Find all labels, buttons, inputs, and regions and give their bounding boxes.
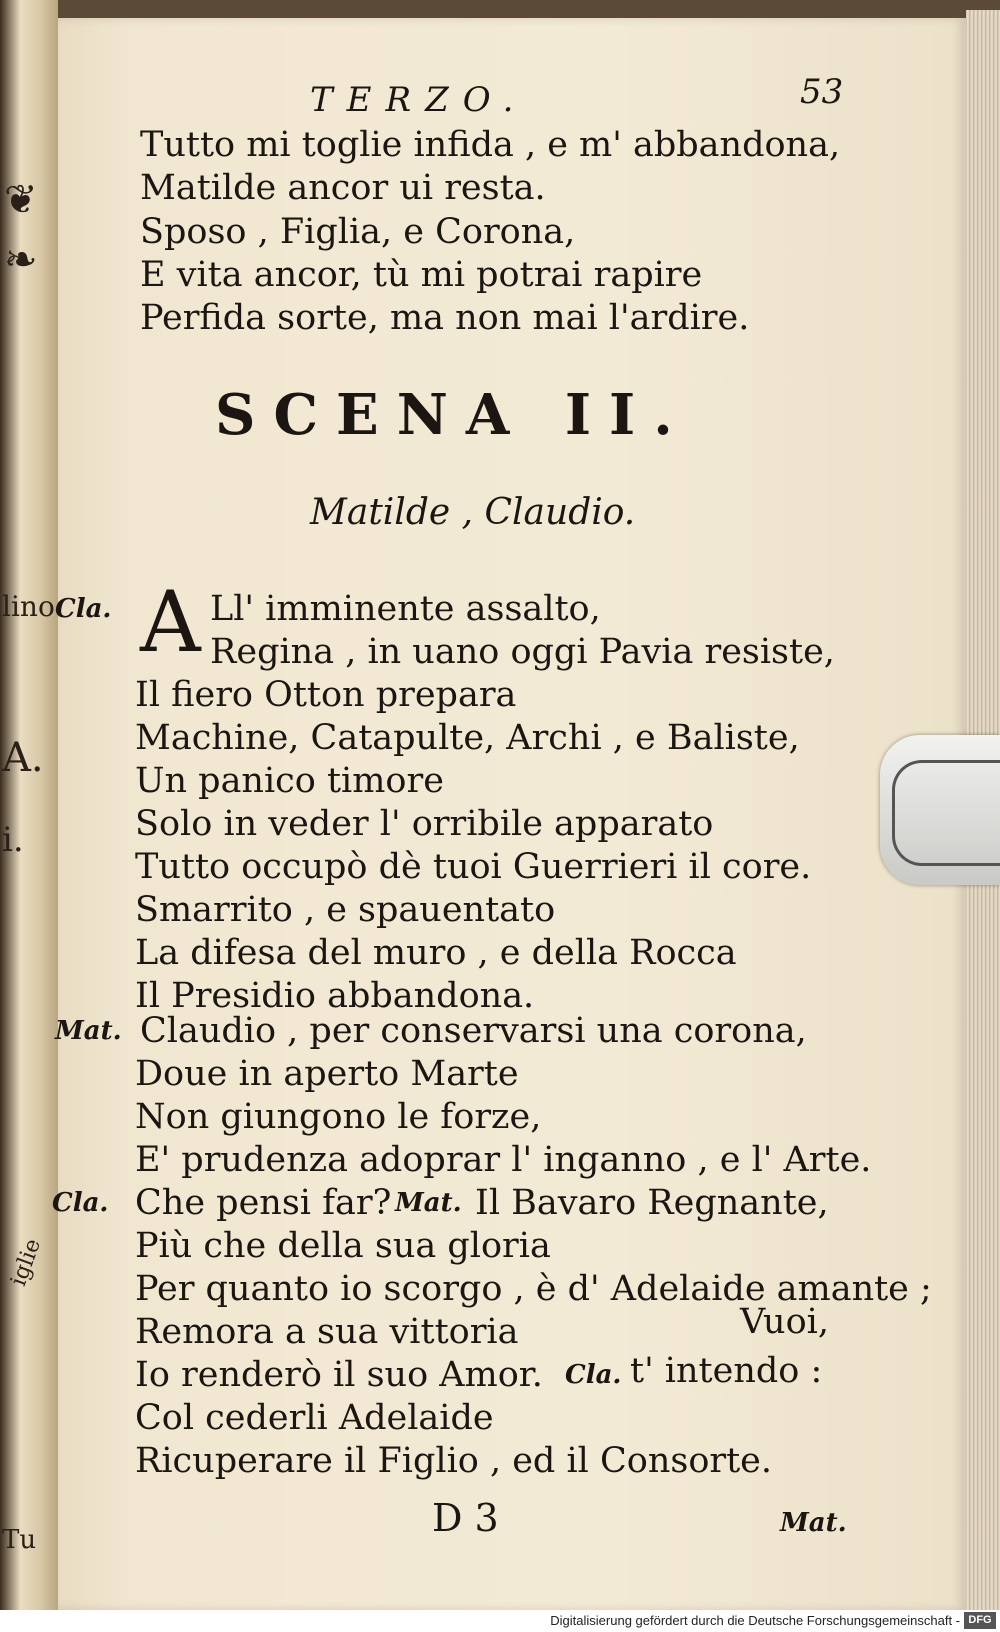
verse-line: E vita ancor, tù mi potrai rapire [140,255,703,295]
speaker-label: Cla. [55,594,112,624]
footer-credit: Digitalisierung gefördert durch die Deutsche Forschungsgemeinschaft - [550,1613,960,1628]
speaker-label: Mat. [55,1016,122,1046]
inline-speaker-label: Mat. [395,1188,462,1218]
verse-line: Il Presidio abbandona. [135,976,535,1016]
verse-line: Il fiero Otton prepara [135,675,517,715]
drop-cap: A [140,573,201,671]
verse-line: Col cederli Adelaide [135,1398,494,1438]
verse-line: Doue in aperto Marte [135,1054,519,1094]
verse-line: t' intendo : [630,1351,823,1391]
scanner-clip-outline [892,760,1000,866]
verse-line: Solo in veder l' orribile apparato [135,804,714,844]
scene-title: SCENA II. [215,382,691,448]
verse-line: Sposo , Figlia, e Corona, [140,212,576,252]
verse-line: Matilde ancor ui resta. [140,168,546,208]
margin-fragment: Tu [2,1525,37,1555]
verse-line: Tutto occupò dè tuoi Guerrieri il core. [135,847,812,887]
inline-speaker-label: Cla. [565,1360,622,1390]
verse-line: Per quanto io scorgo , è d' Adelaide amante ; [135,1269,932,1309]
verse-line: Remora a sua vittoria [135,1312,519,1352]
margin-fragment: i. [2,820,24,860]
verse-line: Più che della sua gloria [135,1226,551,1266]
verse-line: Non giungono le forze, [135,1097,542,1137]
verse-line: Che pensi far? [135,1183,392,1223]
verse-line: Regina , in uano oggi Pavia resiste, [210,632,835,672]
margin-fragment: A. [2,735,44,781]
verse-line: Ricuperare il Figlio , ed il Consorte. [135,1441,773,1481]
verse-line: Machine, Catapulte, Archi , e Baliste, [135,718,800,758]
digitization-footer [0,1610,1000,1632]
catchword: Mat. [780,1508,847,1538]
verse-line: E' prudenza adoprar l' inganno , e l' Arte. [135,1140,872,1180]
page-number: 53 [800,72,844,112]
speaker-label: Cla. [52,1188,109,1218]
running-head: TERZO. [310,80,528,120]
verse-line: Io renderò il suo Amor. [135,1355,543,1395]
verse-line: Tutto mi toglie infida , e m' abbandona, [140,125,841,165]
verse-line: Claudio , per conservarsi una corona, [140,1011,807,1051]
verse-line: Vuoi, [740,1302,829,1342]
signature-mark: D 3 [432,1496,499,1540]
verse-line: Ll' imminente assalto, [210,589,601,629]
printer-ornament-icon: ❦ ❧ [4,177,38,283]
verse-line: Perfida sorte, ma non mai l'ardire. [140,298,750,338]
verse-line: Smarrito , e spauentato [135,890,556,930]
scene-characters: Matilde , Claudio. [310,492,636,533]
verse-line: La difesa del muro , e della Rocca [135,933,737,973]
margin-fragment: iglie [6,1235,47,1290]
verse-line: Un panico timore [135,761,444,801]
margin-fragment: lino [2,590,55,623]
verse-line: Il Bavaro Regnante, [475,1183,829,1223]
dfg-logo-icon: DFG [964,1612,996,1629]
